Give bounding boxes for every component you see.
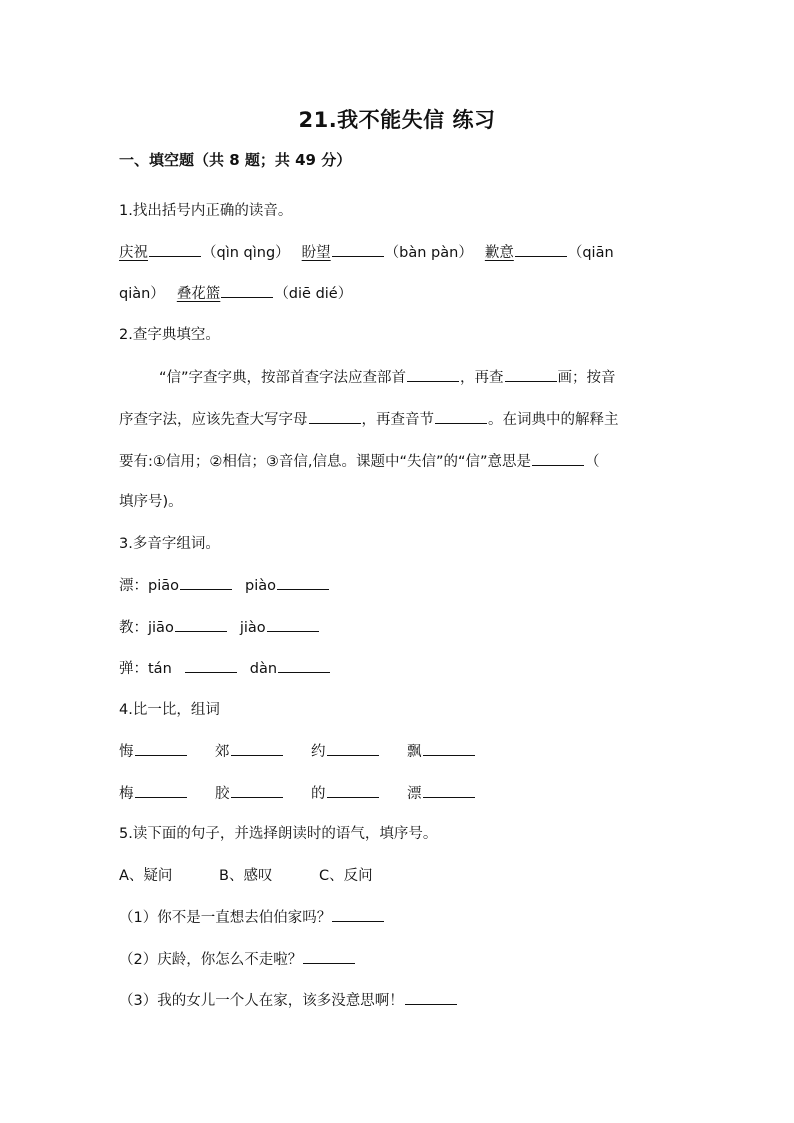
- question-2-line-3: [119, 451, 600, 472]
- answer-blank[interactable]: [180, 575, 232, 590]
- answer-blank[interactable]: [435, 409, 487, 424]
- option-c: C、反问: [319, 868, 373, 884]
- question-2-line-1: [159, 367, 616, 388]
- q4-char: 飘: [407, 744, 422, 760]
- q1-word-3: 歉意: [484, 245, 514, 261]
- q1-options-1: （qìn qìng）: [202, 245, 290, 261]
- question-5-sentence-1: [119, 907, 385, 928]
- answer-blank[interactable]: [332, 242, 384, 257]
- answer-blank[interactable]: [532, 451, 584, 466]
- q1-options-4: （diē dié）: [274, 286, 353, 302]
- q5-sentence: （3）我的女儿一个人在家，该多没意思啊！: [119, 993, 404, 1009]
- question-2-prompt: 2.查字典填空。: [119, 327, 220, 343]
- answer-blank[interactable]: [405, 990, 457, 1005]
- q4-char: 胶: [215, 786, 230, 802]
- option-b: B、感叹: [219, 868, 273, 884]
- q3-reading: 弹：tán: [119, 661, 172, 677]
- question-2-line-2: [119, 409, 619, 430]
- q4-char: 悔: [119, 744, 134, 760]
- q4-char: 约: [311, 744, 326, 760]
- answer-blank[interactable]: [303, 949, 355, 964]
- question-5-sentence-2: [119, 949, 356, 970]
- question-1-line-1: [119, 242, 614, 263]
- answer-blank[interactable]: [332, 907, 384, 922]
- question-1-prompt: 1.找出括号内正确的读音。: [119, 203, 293, 219]
- q5-sentence: （1）你不是一直想去伯伯家吗？: [119, 910, 332, 926]
- question-4-row-2: [119, 783, 503, 804]
- answer-blank[interactable]: [175, 617, 227, 632]
- q1-options-3b: qiàn）: [119, 286, 165, 302]
- answer-blank[interactable]: [278, 658, 330, 673]
- q1-word-4: 叠花篮: [176, 286, 221, 302]
- q3-reading: jiào: [239, 620, 266, 636]
- q3-reading: piào: [245, 578, 276, 594]
- answer-blank[interactable]: [505, 367, 557, 382]
- answer-blank[interactable]: [327, 741, 379, 756]
- option-a: A、疑问: [119, 868, 173, 884]
- q2-text: 画；按音: [557, 370, 616, 386]
- q2-text: 要有:①信用；②相信；③音信,信息。课题中“失信”的“信”意思是: [119, 454, 532, 470]
- q2-text: 序查字法，应该先查大写字母: [119, 412, 308, 428]
- question-3-row-1: [119, 575, 330, 596]
- q3-reading: dàn: [249, 661, 278, 677]
- question-5-sentence-3: [119, 990, 458, 1011]
- answer-blank[interactable]: [221, 283, 273, 298]
- question-3-row-3: [119, 658, 331, 679]
- question-5-prompt: 5.读下面的句子，并选择朗读时的语气，填序号。: [119, 826, 438, 842]
- answer-blank[interactable]: [149, 242, 201, 257]
- answer-blank[interactable]: [267, 617, 319, 632]
- answer-blank[interactable]: [135, 741, 187, 756]
- q4-char: 梅: [119, 786, 134, 802]
- section-heading: 一、填空题（共 8 题；共 49 分）: [119, 151, 352, 169]
- question-1-line-2: [119, 283, 352, 304]
- q1-options-3a: （qiān: [567, 245, 614, 261]
- answer-blank[interactable]: [407, 367, 459, 382]
- answer-blank[interactable]: [185, 658, 237, 673]
- answer-blank[interactable]: [135, 783, 187, 798]
- q5-sentence: （2）庆龄，你怎么不走啦？: [119, 952, 303, 968]
- answer-blank[interactable]: [277, 575, 329, 590]
- answer-blank[interactable]: [231, 783, 283, 798]
- page-title: 21.我不能失信 练习: [298, 108, 496, 132]
- q4-char: 漂: [407, 786, 422, 802]
- question-5-options: [119, 866, 419, 886]
- question-2-line-4: 填序号)。: [119, 494, 183, 510]
- q4-char: 的: [311, 786, 326, 802]
- q2-text: （: [585, 454, 600, 470]
- question-3-prompt: 3.多音字组词。: [119, 536, 220, 552]
- q2-text: “信”字查字典，按部首查字法应查部首: [159, 370, 407, 386]
- question-4-row-1: [119, 741, 503, 762]
- answer-blank[interactable]: [423, 783, 475, 798]
- answer-blank[interactable]: [231, 741, 283, 756]
- q2-text: ，再查音节: [361, 412, 434, 428]
- q4-char: 郊: [215, 744, 230, 760]
- q2-text: ，再查: [460, 370, 504, 386]
- answer-blank[interactable]: [327, 783, 379, 798]
- answer-blank[interactable]: [515, 242, 567, 257]
- q3-reading: 漂：piāo: [119, 578, 179, 594]
- answer-blank[interactable]: [309, 409, 361, 424]
- answer-blank[interactable]: [423, 741, 475, 756]
- q3-reading: 教：jiāo: [119, 620, 174, 636]
- question-3-row-2: [119, 617, 320, 638]
- q1-word-1: 庆祝: [119, 245, 148, 261]
- q2-text: 。在词典中的解释主: [488, 412, 619, 428]
- question-4-prompt: 4.比一比，组词: [119, 702, 220, 718]
- q1-word-2: 盼望: [301, 245, 331, 261]
- q1-options-2: （bàn pàn）: [384, 245, 473, 261]
